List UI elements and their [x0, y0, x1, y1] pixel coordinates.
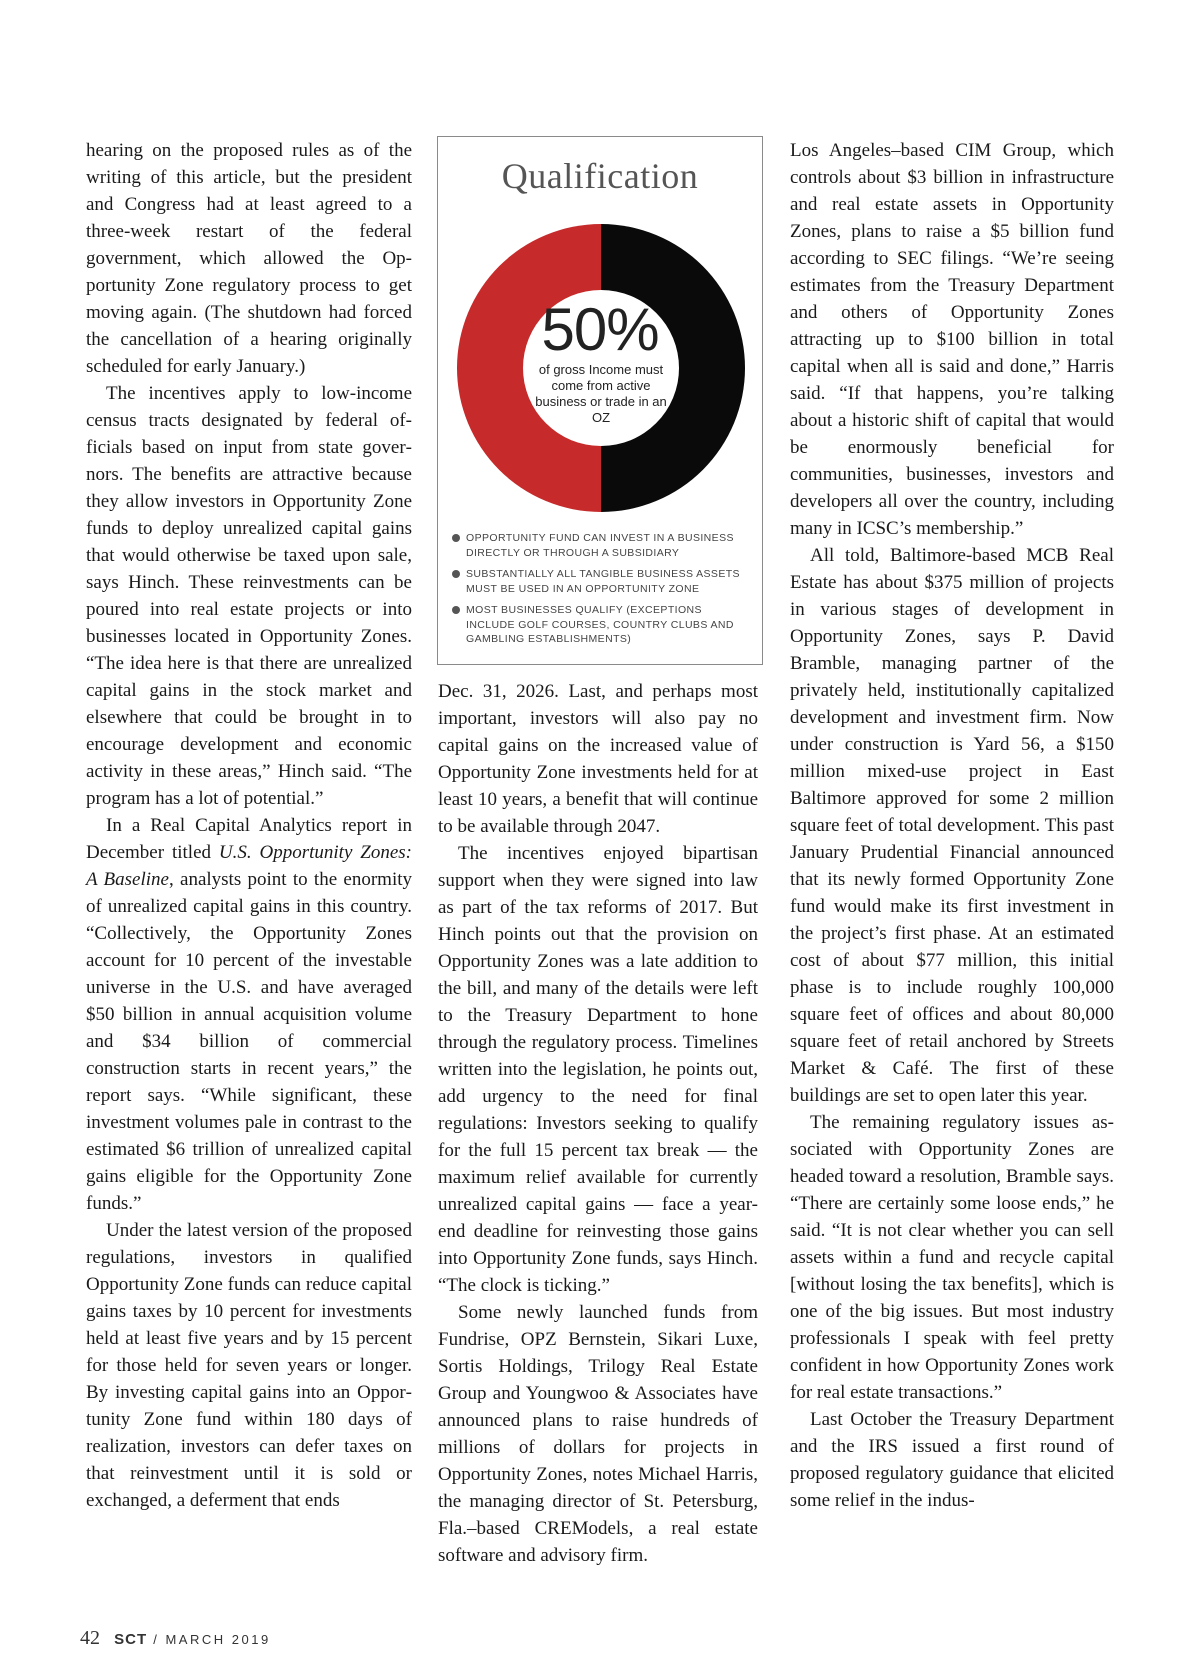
bullet-text: OPPORTUNITY FUND CAN INVEST IN A BUSINESS DIRECTLY OR THROUGH A SUBSIDIARY	[466, 532, 734, 559]
paragraph: The incentives enjoyed bipartisan support when they were signed into law as part of the tax reforms of 2017. But Hinch points out that the provision on Opportunity Zones was a late addition to the bill, and many of the details were left to the Treasury Department to hone through the regulatory process. Timelines written into the legislation, he points out, add urgency to the need for final regulations: Investors seeking to qualify for the full 15 percent tax break — the maximum relief available for currently unrealized capital gains — face a year-end deadline for reinvesting those gains into Opportunity Zone funds, says Hinch. “The clock is ticking.”	[438, 843, 758, 1296]
sidebar-title: Qualification	[501, 156, 699, 196]
page-footer	[80, 1627, 271, 1650]
paragraph: Some newly launched funds from Fundrise, OPZ Bernstein, Sikari Luxe, Sortis Holdings, Trilogy Real Estate Group and Youngwoo & Associates have announced plans to raise hundreds of millions of dollars for projects in Opportunity Zones, notes Michael Harris, the managing director of St. Petersburg, Fla.–based CREModels, a real estate software and advisory firm.	[438, 1302, 758, 1566]
list-item	[452, 531, 748, 560]
page-number: 42	[80, 1627, 100, 1649]
report-title: U.S. Opportunity Zones: A Baseline	[86, 842, 412, 890]
bullet-icon	[452, 534, 460, 542]
paragraph: Under the latest version of the proposed regulations, investors in qualified Opportunity Zone funds can reduce capital gains taxes by 10 percent for investments held at least five years and by 15 percent for those held for seven years or longer. By investing capital gains into an Opportunity Zone fund within 180 days of realization, investors can defer taxes on that reinvestment until it is sold or exchanged, a deferment that ends	[86, 1220, 412, 1511]
paragraph: The incentives apply to low-income census tracts designated by federal officials based on input from state governors. The benefits are attractive because they allow investors in Opportunity Zone funds to deploy unrealized capital gains that would otherwise be taxed upon sale, says Hinch. These reinvestments can be poured into real estate projects or into businesses located in Opportunity Zones. “The idea here is that there are unrealized capital gains in the stock market and elsewhere that could be brought in to encourage development and economic activity in these areas,” Hinch said. “The program has a lot of potential.”	[86, 383, 412, 809]
bullet-text: MOST BUSINESSES QUALIFY (EXCEPTIONS INCLUDE GOLF COURSES, COUNTRY CLUBS AND GAMBLING ESTABLISHMENTS)	[466, 604, 734, 645]
qualification-bullet-list	[452, 531, 748, 654]
article-column-1	[86, 137, 412, 1514]
bullet-icon	[452, 570, 460, 578]
paragraph-text: In a Real Capital Analytics report in December titled	[86, 815, 412, 863]
percent-description: of gross Income must come from active business or trade in an OZ	[535, 362, 667, 425]
article-column-2	[438, 678, 758, 1569]
issue-date: / MARCH 2019	[153, 1632, 271, 1647]
article-column-3	[790, 137, 1114, 1514]
paragraph-text: , analysts point to the enormity of unrealized capital gains in this country. “Collectively, the Opportunity Zones account for 10 percent of the investable universe in the U.S. and have averaged $50 billion in annual acquisition volume and $34 billion of commercial construction starts in recent years,” the report says. “While significant, these investment volumes pale in contrast to the estimated $6 trillion of unrealized capital gains eligible for the Opportunity Zone funds.”	[86, 869, 413, 1214]
paragraph	[86, 812, 412, 1217]
qualification-sidebar	[437, 136, 763, 665]
paragraph: All told, Baltimore-based MCB Real Estate has about $375 million of projects in various stages of development in Opportunity Zones, says P. David Bramble, managing partner of the privately held, institutionally capitalized development and investment firm. Now under construction is Yard 56, a $150 million mixed-use project in East Baltimore approved for some 2 million square feet of total development. This past January Prudential Financial announced that its newly formed Opportunity Zone fund would make its first investment in the project’s first phase. At an estimated cost of about $77 million, this initial phase is to include roughly 100,000 square feet of offices and about 80,000 square feet of retail anchored by Streets Market & Café. The first of these buildings are set to open later this year.	[790, 545, 1114, 1106]
percent-value: 50%	[541, 296, 659, 363]
paragraph: The remaining regulatory issues associated with Opportunity Zones are headed toward a resolution, Bramble says. “There are certainly some loose ends,” he said. “It is not clear whether you can sell assets within a fund and recycle capital [without losing the tax benefits], which is one of the big issues. But most industry professionals I speak with feel pretty confident in how Opportunity Zones work for real estate transactions.”	[790, 1112, 1114, 1403]
paragraph: Last October the Treasury Department and the IRS issued a first round of proposed regulatory guidance that elicited some relief in the indus-	[790, 1409, 1114, 1511]
paragraph: Los Angeles–based CIM Group, which controls about $3 billion in infrastructure and real estate assets in Opportunity Zones, plans to raise a $5 billion fund according to SEC filings. “We’re seeing estimates from the Treasury Department and others of Opportunity Zones attracting up to $100 billion in total capital when all is said and done,” Harris said. “If that happens, you’re talking about a historic shift of capital that would be enormously beneficial for communities, businesses, investors and developers all over the country, including many in ICSC’s membership.”	[790, 140, 1114, 539]
magazine-name: SCT	[114, 1631, 148, 1648]
bullet-text: SUBSTANTIALLY ALL TANGIBLE BUSINESS ASSETS MUST BE USED IN AN OPPORTUNITY ZONE	[466, 568, 740, 595]
paragraph: hearing on the proposed rules as of the writing of this article, but the president and Congress had at least agreed to a three-week restart of the federal government, which allowed the Opportunity Zone regulatory process to get moving again. (The shutdown had forced the cancellation of a hearing originally scheduled for early January.)	[86, 140, 412, 377]
paragraph: Dec. 31, 2026. Last, and perhaps most important, investors will also pay no capital gains on the increased value of Opportunity Zone investments held for at least 10 years, a benefit that will continue to be available through 2047.	[438, 681, 758, 837]
list-item	[452, 567, 748, 596]
bullet-icon	[452, 606, 460, 614]
list-item	[452, 603, 748, 647]
